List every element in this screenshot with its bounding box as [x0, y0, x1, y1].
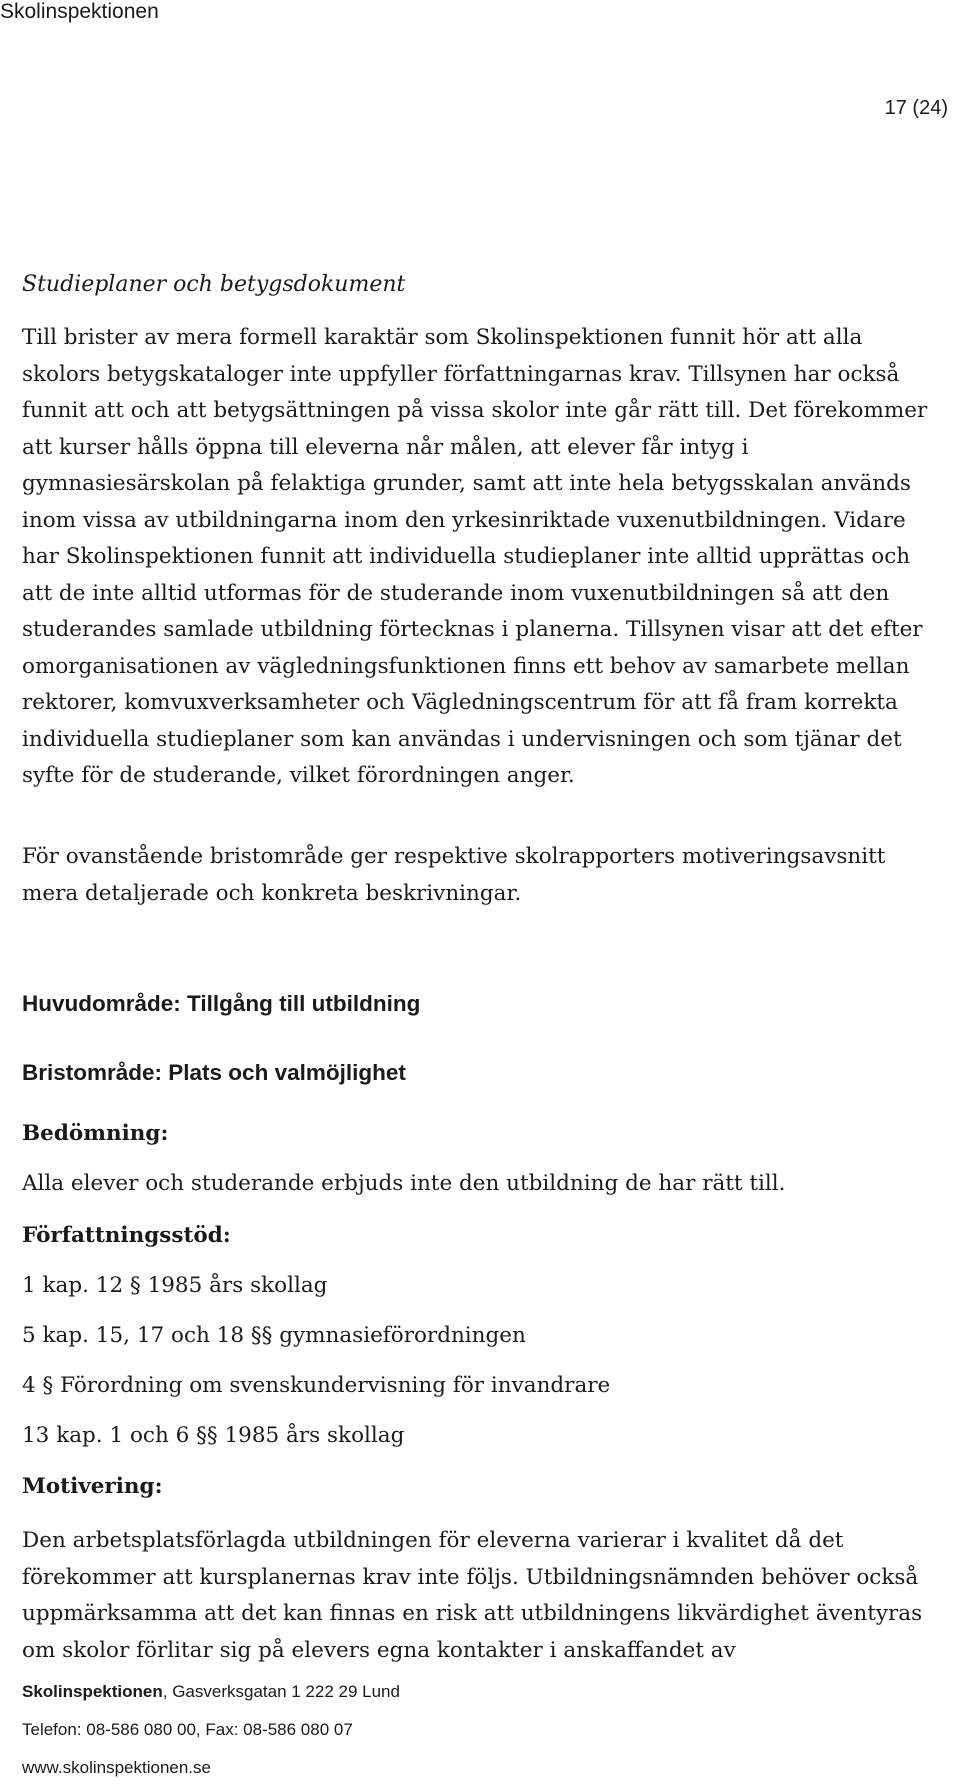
motivation-text: Den arbetsplatsförlagda utbildningen för eleverna varierar i kvalitet då det förekommer att kursplanernas krav inte följs. Utbildningsnämnden behöver också uppmärksamma att det kan finnas en risk att utbildningens likvärdighet äventyras om skolor förlitar sig på elevers egna kontakter i anskaffandet av	[22, 1528, 923, 1663]
footer-contact: Telefon: 08-586 080 00, Fax: 08-586 080 07	[22, 1720, 353, 1739]
header-organization: Skolinspektionen	[0, 0, 159, 23]
body-paragraph: Till brister av mera formell karaktär som Skolinspektionen funnit hör att alla skolors betygskataloger inte uppfyller författningarnas krav. Tillsynen har också funnit att och att betygsättningen på vissa skolor inte går rätt till. Det förekommer att kurser hålls öppna till eleverna når målen, att elever får intyg i gymnasiesärskolan på felaktiga grunder, samt att inte hela betygsskalan används inom vissa av utbildningarna inom den yrkesinriktade vuxenutbildningen. Vidare har Skolinspektionen funnit att individuella studieplaner inte alltid upprättas och att de inte alltid utformas för de studerande inom vuxenutbildningen så att den studerandes samlade utbildning förtecknas i planerna. Tillsynen visar att det efter omorganisationen av vägledningsfunktionen finns ett behov av samarbete mellan rektorer, komvuxverksamheter och Vägledningscentrum för att få fram korrekta individuella studieplaner som kan användas i undervisningen och som tjänar det syfte för de studerande, vilket förordningen anger.	[22, 325, 928, 788]
legal-reference: 4 § Förordning om svenskundervisning för invandrare	[22, 1373, 611, 1398]
footer-address: , Gasverksgatan 1 222 29 Lund	[162, 1682, 400, 1701]
assessment-text: Alla elever och studerande erbjuds inte den utbildning de har rätt till.	[22, 1171, 786, 1196]
legal-reference: 5 kap. 15, 17 och 18 §§ gymnasieförordningen	[22, 1323, 526, 1348]
footer-org-name: Skolinspektionen	[22, 1682, 163, 1701]
legal-reference: 1 kap. 12 § 1985 års skollag	[22, 1273, 328, 1298]
footer-website-link[interactable]: www.skolinspektionen.se	[22, 1758, 211, 1777]
assessment-label: Bedömning:	[22, 1121, 169, 1146]
section-heading: Studieplaner och betygsdokument	[22, 272, 406, 297]
footer-address-line	[22, 1681, 400, 1703]
legal-reference: 13 kap. 1 och 6 §§ 1985 års skollag	[22, 1423, 405, 1448]
deficiency-area-heading: Bristområde: Plats och valmöjlighet	[22, 1060, 406, 1085]
body-paragraph: För ovanstående bristområde ger respektive skolrapporters motiveringsavsnitt mera detaljerade och konkreta beskrivningar.	[22, 844, 886, 906]
motivation-label: Motivering:	[22, 1474, 163, 1499]
page-number: 17 (24)	[884, 97, 948, 119]
main-area-heading: Huvudområde: Tillgång till utbildning	[22, 991, 421, 1016]
legal-support-label: Författningsstöd:	[22, 1223, 231, 1248]
